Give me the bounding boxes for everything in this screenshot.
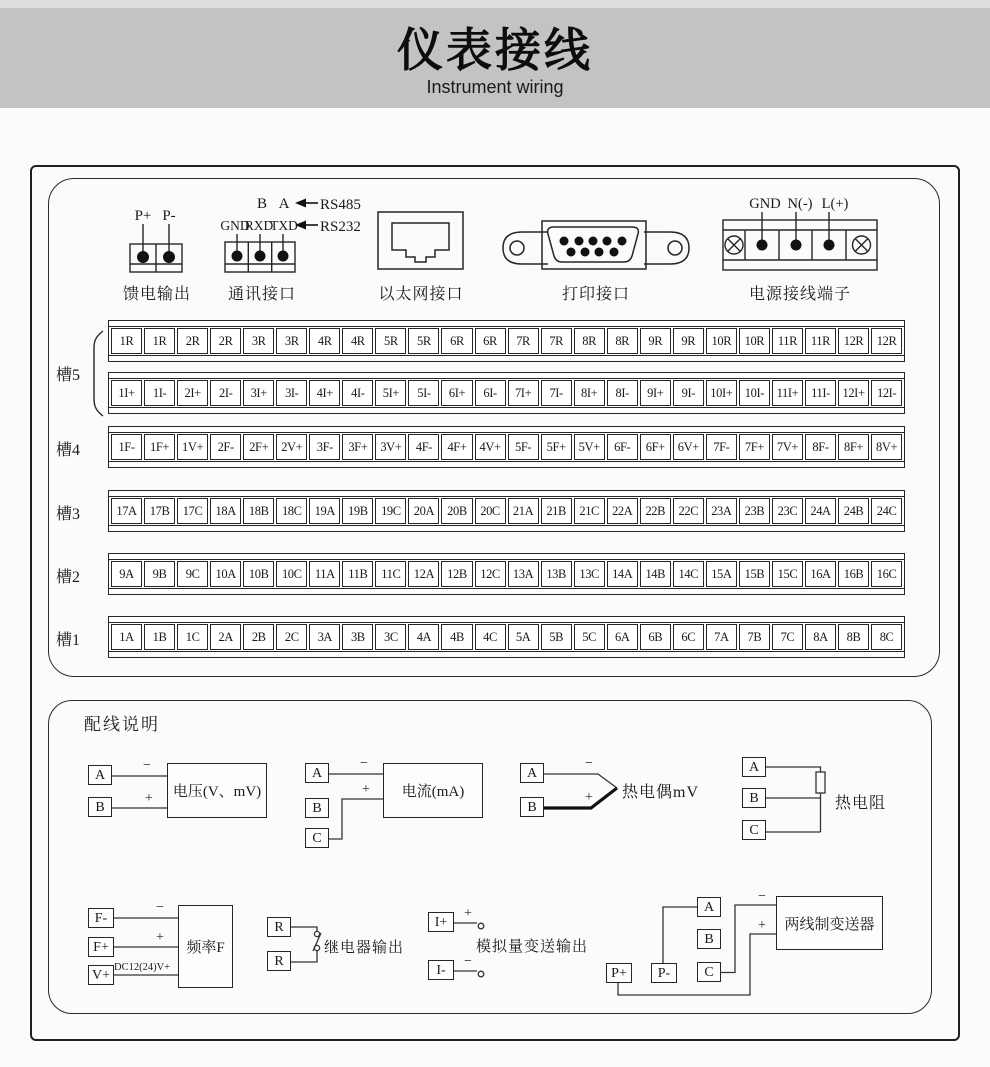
header-banner: [0, 8, 990, 108]
page-subtitle: Instrument wiring: [426, 77, 564, 97]
analog-output-wiring-diagram: [420, 905, 615, 995]
terminal-cell: 4C: [475, 624, 506, 650]
terminal-cell: 12B: [441, 561, 472, 587]
terminal-strip: [108, 616, 905, 658]
terminal-box-a: A: [697, 897, 721, 917]
transmitter-device-box: 两线制变送器: [776, 896, 883, 950]
terminal-cell: 13A: [508, 561, 539, 587]
terminal-cell: 15A: [706, 561, 737, 587]
strip-cells: [109, 497, 904, 525]
terminal-cell: 2V+: [276, 434, 307, 460]
terminal-cell: 12R: [838, 328, 869, 354]
terminal-cell: 21B: [541, 498, 572, 524]
terminal-cell: 5A: [508, 624, 539, 650]
pin-label: B: [256, 196, 268, 212]
voltage-device-box: 电压(V、mV): [167, 763, 267, 818]
plus-sign: +: [362, 782, 370, 797]
strip-rail: [109, 525, 904, 531]
thermocouple-wiring-diagram: [515, 755, 725, 820]
minus-sign: −: [758, 889, 766, 904]
terminal-cell: 16A: [805, 561, 836, 587]
terminal-cell: 8F+: [838, 434, 869, 460]
terminal-cell: 18C: [276, 498, 307, 524]
terminal-cell: 5I+: [375, 380, 406, 406]
terminal-cell: 23A: [706, 498, 737, 524]
terminal-cell: 2R: [177, 328, 208, 354]
terminal-cell: 5C: [574, 624, 605, 650]
comm-port-connector: [218, 192, 383, 282]
terminal-strip: [108, 490, 905, 532]
terminal-cell: 5V+: [574, 434, 605, 460]
terminal-cell: 17A: [111, 498, 142, 524]
terminal-dot: [137, 251, 149, 263]
terminal-cell: 8I+: [574, 380, 605, 406]
terminal-cell: 2I+: [177, 380, 208, 406]
terminal-cell: 7R: [541, 328, 572, 354]
thermocouple-label: 热电偶mV: [622, 784, 700, 801]
slot-label: 槽5: [56, 367, 81, 384]
terminal-dot: [255, 251, 266, 262]
terminal-cell: 6R: [441, 328, 472, 354]
terminal-cell: 19B: [342, 498, 373, 524]
terminal-box-c: C: [697, 962, 721, 982]
terminal-cell: 7F+: [739, 434, 770, 460]
ethernet-caption: 以太网接口: [378, 286, 464, 303]
terminal-cell: 10R: [706, 328, 737, 354]
terminal-cell: 3B: [342, 624, 373, 650]
terminal-cell: 16B: [838, 561, 869, 587]
minus-sign: −: [585, 756, 593, 771]
terminal-dot: [791, 240, 802, 251]
terminal-box-r2: R: [267, 951, 291, 971]
terminal-dot: [278, 251, 289, 262]
terminal-cell: 4I+: [309, 380, 340, 406]
terminal-cell: 9A: [111, 561, 142, 587]
terminal-cell: 8R: [607, 328, 638, 354]
terminal-cell: 1B: [144, 624, 175, 650]
terminal-cell: 20B: [441, 498, 472, 524]
terminal-cell: 17B: [144, 498, 175, 524]
relay-label: 继电器输出: [324, 940, 405, 956]
voltage-wiring-diagram: [85, 755, 270, 825]
current-wiring-diagram: [300, 755, 485, 855]
terminal-cell: 8F-: [805, 434, 836, 460]
pin-label: A: [278, 196, 290, 212]
mount-hole: [510, 241, 524, 255]
terminal-cell: 7V+: [772, 434, 803, 460]
terminal-strip: [108, 320, 905, 362]
terminal-cell: 22B: [640, 498, 671, 524]
terminal-box-r1: R: [267, 917, 291, 937]
rtd-wiring-diagram: [738, 750, 898, 850]
terminal-box-a: A: [520, 763, 544, 783]
rs232-label: RS232: [320, 219, 361, 235]
terminal-cell: 9I+: [640, 380, 671, 406]
terminal-cell: 1R: [111, 328, 142, 354]
pin-label: L(+): [821, 196, 849, 212]
terminal-cell: 7I-: [541, 380, 572, 406]
terminal-cell: 1I+: [111, 380, 142, 406]
minus-sign: −: [143, 758, 151, 773]
terminal-cell: 11R: [805, 328, 836, 354]
terminal-dot: [232, 251, 243, 262]
ethernet-port-icon: [376, 210, 468, 274]
pin-label: GND: [220, 218, 250, 233]
terminal-cell: 9C: [177, 561, 208, 587]
terminal-cell: 1R: [144, 328, 175, 354]
terminal-cell: 11I+: [772, 380, 803, 406]
terminal-cell: 5R: [375, 328, 406, 354]
terminal-cell: 10R: [739, 328, 770, 354]
terminal-cell: 2A: [210, 624, 241, 650]
strip-cells: [109, 327, 904, 355]
terminal-dot: [757, 240, 768, 251]
terminal-cell: 6C: [673, 624, 704, 650]
terminal-cell: 10I+: [706, 380, 737, 406]
terminal-strip: [108, 553, 905, 595]
terminal-cell: 17C: [177, 498, 208, 524]
plus-sign: +: [464, 906, 472, 921]
printer-caption: 打印接口: [561, 286, 631, 303]
terminal-cell: 5I-: [408, 380, 439, 406]
plus-sign: +: [145, 791, 153, 806]
minus-sign: −: [464, 954, 472, 969]
terminal-cell: 4A: [408, 624, 439, 650]
terminal-cell: 6F+: [640, 434, 671, 460]
terminal-strip: [108, 426, 905, 468]
strip-rail: [109, 407, 904, 413]
terminal-cell: 3R: [243, 328, 274, 354]
terminal-cell: 6F-: [607, 434, 638, 460]
printer-port-icon: [498, 216, 696, 274]
terminal-cell: 6A: [607, 624, 638, 650]
terminal-cell: 23C: [772, 498, 803, 524]
terminal-cell: 7C: [772, 624, 803, 650]
terminal-box-p-minus: P-: [651, 963, 677, 983]
rs485-arrow-icon: [295, 199, 318, 208]
terminal-cell: 13C: [574, 561, 605, 587]
strip-rail: [109, 355, 904, 361]
terminal-cell: 11C: [375, 561, 406, 587]
terminal-cell: 8B: [838, 624, 869, 650]
wiring-notes-title: 配线说明: [84, 715, 160, 734]
two-wire-transmitter-diagram: [600, 885, 900, 1005]
terminal-cell: 3I+: [243, 380, 274, 406]
power-caption: 电源接线端子: [748, 286, 852, 303]
terminal-cell: 21A: [508, 498, 539, 524]
terminal-cell: 10C: [276, 561, 307, 587]
terminal-box-b: B: [520, 797, 544, 817]
pin-label: RXD: [244, 218, 274, 233]
screw-icon: [725, 236, 743, 254]
terminal-cell: 2C: [276, 624, 307, 650]
minus-sign: −: [360, 756, 368, 771]
terminal-cell: 11R: [772, 328, 803, 354]
terminal-cell: 7I+: [508, 380, 539, 406]
terminal-cell: 24B: [838, 498, 869, 524]
pin-label: P+: [134, 208, 152, 224]
terminal-cell: 24A: [805, 498, 836, 524]
slot-label: 槽3: [56, 506, 81, 523]
terminal-cell: 3C: [375, 624, 406, 650]
terminal-cell: 10I-: [739, 380, 770, 406]
terminal-cell: 8I-: [607, 380, 638, 406]
terminal-cell: 6R: [475, 328, 506, 354]
terminal-box-b: B: [742, 788, 766, 808]
terminal-cell: 2F-: [210, 434, 241, 460]
terminal-cell: 19A: [309, 498, 340, 524]
terminal-box-a: A: [88, 765, 112, 785]
terminal-box-f-minus: F-: [88, 908, 114, 928]
power-terminal-connector: [715, 192, 893, 282]
terminal-cell: 24C: [871, 498, 902, 524]
terminal-cell: 3R: [276, 328, 307, 354]
terminal-cell: 21C: [574, 498, 605, 524]
strip-rail: [109, 588, 904, 594]
terminal-cell: 11I-: [805, 380, 836, 406]
strip-cells: [109, 433, 904, 461]
terminal-box-b: B: [697, 929, 721, 949]
relay-wiring-diagram: [262, 905, 412, 980]
terminal-box-c: C: [742, 820, 766, 840]
terminal-dot: [824, 240, 835, 251]
terminal-cell: 1A: [111, 624, 142, 650]
top-strip: [0, 0, 990, 8]
terminal-cell: 8C: [871, 624, 902, 650]
terminal-cell: 23B: [739, 498, 770, 524]
terminal-cell: 7A: [706, 624, 737, 650]
terminal-cell: 6V+: [673, 434, 704, 460]
slot-label: 槽1: [56, 632, 81, 649]
terminal-cell: 10B: [243, 561, 274, 587]
terminal-cell: 7R: [508, 328, 539, 354]
terminal-box-b: B: [305, 798, 329, 818]
terminal-cell: 20A: [408, 498, 439, 524]
terminal-dot: [163, 251, 175, 263]
terminal-cell: 6I-: [475, 380, 506, 406]
terminal-cell: 8V+: [871, 434, 902, 460]
terminal-cell: 1V+: [177, 434, 208, 460]
terminal-cell: 14C: [673, 561, 704, 587]
terminal-cell: 9B: [144, 561, 175, 587]
terminal-cell: 10A: [210, 561, 241, 587]
terminal-cell: 2I-: [210, 380, 241, 406]
mount-hole: [668, 241, 682, 255]
terminal-cell: 3V+: [375, 434, 406, 460]
terminal-box-b: B: [88, 797, 112, 817]
resistor-symbol: [816, 772, 825, 793]
pin-label: P-: [162, 208, 176, 224]
slot-label: 槽4: [56, 442, 81, 459]
terminal-cell: 13B: [541, 561, 572, 587]
terminal-cell: 5R: [408, 328, 439, 354]
minus-sign: −: [156, 900, 164, 915]
frequency-wiring-diagram: [80, 895, 240, 1010]
terminal-box-i-minus: I-: [428, 960, 454, 980]
terminal-cell: 12I+: [838, 380, 869, 406]
strip-rail: [109, 461, 904, 467]
terminal-cell: 12R: [871, 328, 902, 354]
terminal-cell: 22C: [673, 498, 704, 524]
terminal-cell: 4R: [342, 328, 373, 354]
terminal-box-i-plus: I+: [428, 912, 454, 932]
terminal-strip: [108, 372, 905, 414]
terminal-cell: 14A: [607, 561, 638, 587]
terminal-box-c: C: [305, 828, 329, 848]
terminal-cell: 1C: [177, 624, 208, 650]
pin-label: N(-): [787, 196, 813, 212]
terminal-cell: 18B: [243, 498, 274, 524]
terminal-cell: 5F-: [508, 434, 539, 460]
terminal-cell: 14B: [640, 561, 671, 587]
terminal-cell: 11B: [342, 561, 373, 587]
terminal-cell: 18A: [210, 498, 241, 524]
feed-output-caption: 馈电输出: [122, 286, 192, 303]
analog-output-label: 模拟量变送输出: [476, 939, 589, 955]
current-device-box: 电流(mA): [383, 763, 483, 818]
slot5-brace: [90, 330, 106, 417]
terminal-cell: 12I-: [871, 380, 902, 406]
pin-label: GND: [749, 196, 781, 212]
terminal-cell: 22A: [607, 498, 638, 524]
terminal-cell: 20C: [475, 498, 506, 524]
strip-cells: [109, 379, 904, 407]
terminal-cell: 6B: [640, 624, 671, 650]
plus-sign: +: [156, 930, 164, 945]
terminal-cell: 1F+: [144, 434, 175, 460]
strip-cells: [109, 560, 904, 588]
db9-pins: [560, 237, 627, 257]
terminal-cell: 4V+: [475, 434, 506, 460]
terminal-cell: 16C: [871, 561, 902, 587]
terminal-cell: 5B: [541, 624, 572, 650]
terminal-cell: 1F-: [111, 434, 142, 460]
terminal-cell: 9R: [673, 328, 704, 354]
terminal-cell: 9R: [640, 328, 671, 354]
terminal-cell: 4R: [309, 328, 340, 354]
frequency-device-box: 频率F: [178, 905, 233, 988]
terminal-box-f-plus: F+: [88, 937, 114, 957]
terminal-cell: 3F-: [309, 434, 340, 460]
terminal-cell: 3I-: [276, 380, 307, 406]
terminal-cell: 15C: [772, 561, 803, 587]
rs485-label: RS485: [320, 197, 361, 213]
terminal-cell: 7B: [739, 624, 770, 650]
terminal-cell: 1I-: [144, 380, 175, 406]
plus-sign: +: [758, 918, 766, 933]
terminal-cell: 9I-: [673, 380, 704, 406]
terminal-cell: 12C: [475, 561, 506, 587]
terminal-cell: 7F-: [706, 434, 737, 460]
feed-output-connector: [110, 200, 202, 280]
plus-sign: +: [585, 790, 593, 805]
terminal-cell: 8R: [574, 328, 605, 354]
terminal-cell: 8A: [805, 624, 836, 650]
terminal-cell: 6I+: [441, 380, 472, 406]
terminal-cell: 3F+: [342, 434, 373, 460]
terminal-cell: 5F+: [541, 434, 572, 460]
screw-icon: [853, 236, 871, 254]
terminal-cell: 2R: [210, 328, 241, 354]
rs232-arrow-icon: [295, 221, 318, 230]
terminal-cell: 4B: [441, 624, 472, 650]
terminal-box-a: A: [305, 763, 329, 783]
page-title: 仪表接线: [397, 24, 593, 76]
terminal-cell: 3A: [309, 624, 340, 650]
terminal-cell: 11A: [309, 561, 340, 587]
terminal-cell: 4I-: [342, 380, 373, 406]
terminal-cell: 2B: [243, 624, 274, 650]
slot-label: 槽2: [56, 569, 81, 586]
terminal-cell: 15B: [739, 561, 770, 587]
strip-cells: [109, 623, 904, 651]
terminal-cell: 12A: [408, 561, 439, 587]
comm-port-caption: 通讯接口: [227, 286, 297, 303]
terminal-cell: 2F+: [243, 434, 274, 460]
terminal-box-p-plus: P+: [606, 963, 632, 983]
rtd-label: 热电阻: [835, 795, 887, 812]
terminal-cell: 4F+: [441, 434, 472, 460]
supply-wire-label: DC12(24)V+: [114, 962, 171, 973]
pin-label: TXD: [270, 218, 298, 233]
terminal-box-v-plus: V+: [88, 965, 114, 985]
terminal-box-a: A: [742, 757, 766, 777]
terminal-cell: 4F-: [408, 434, 439, 460]
terminal-cell: 19C: [375, 498, 406, 524]
strip-rail: [109, 651, 904, 657]
